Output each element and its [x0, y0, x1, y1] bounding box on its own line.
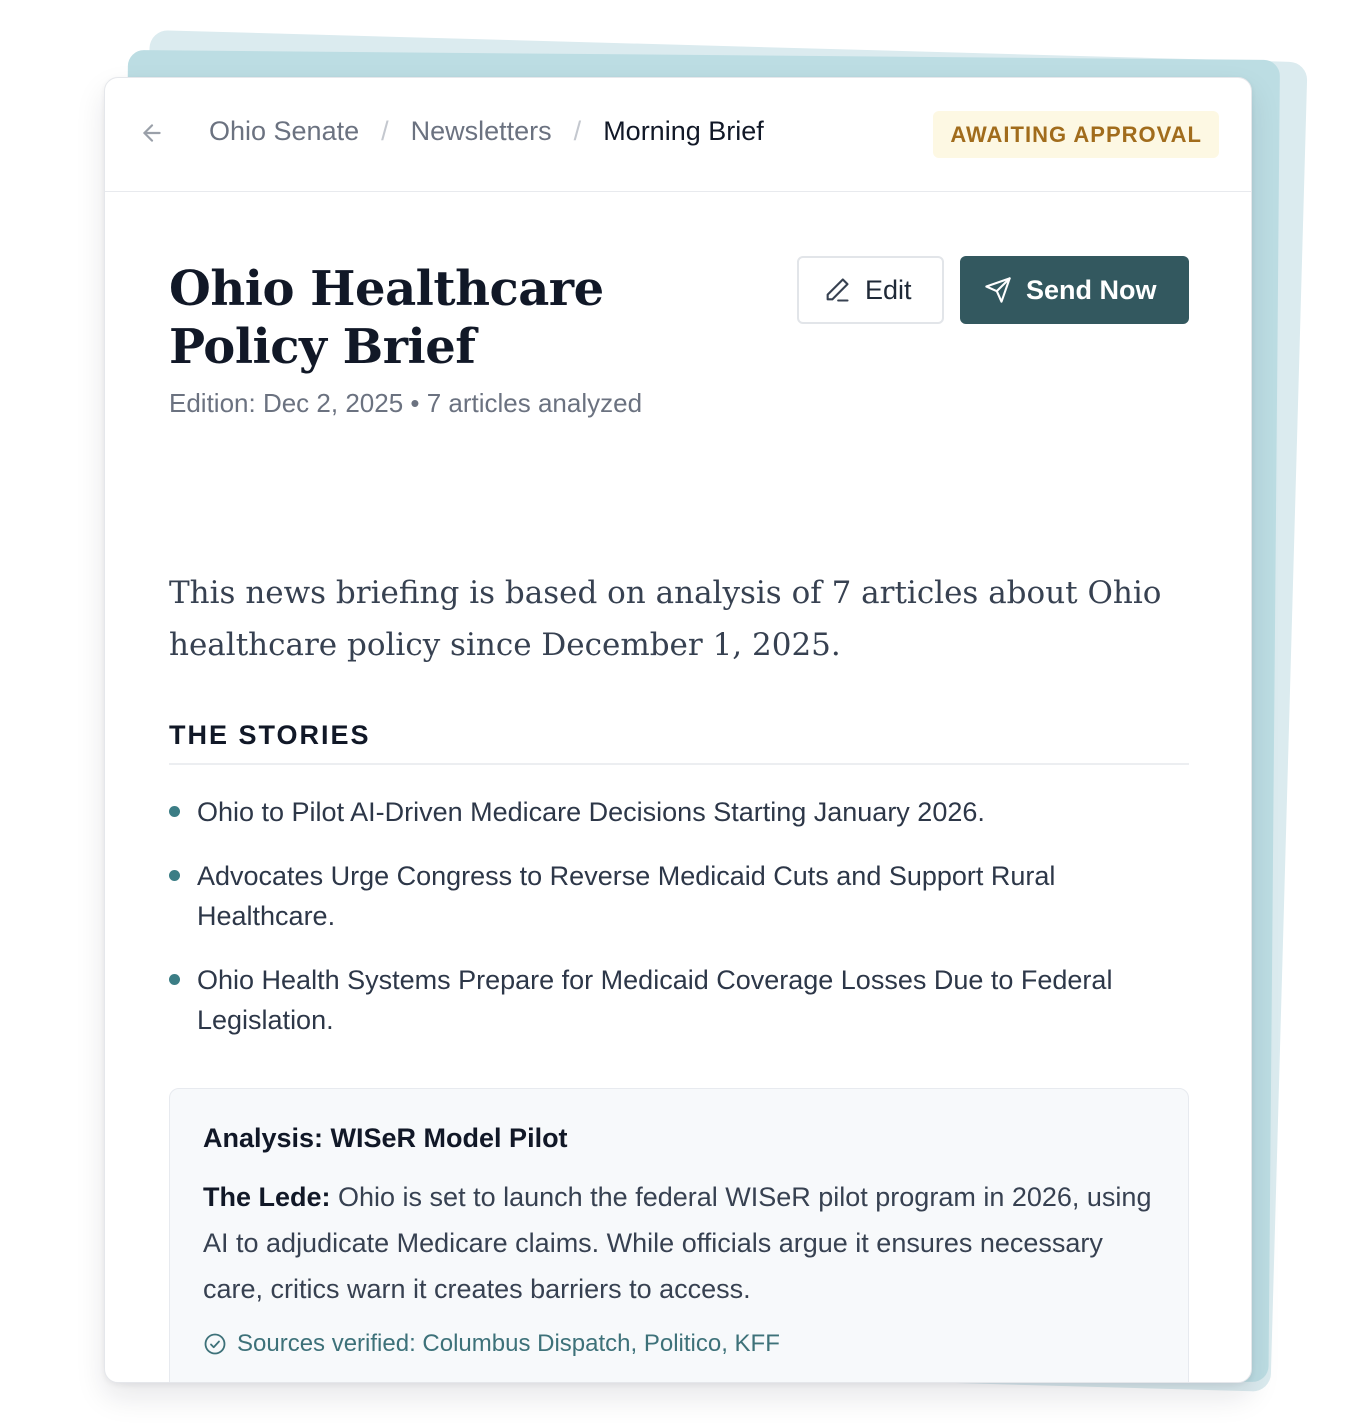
- action-buttons: [797, 256, 1189, 324]
- sources-text: Sources verified: Columbus Dispatch, Politico, KFF: [237, 1330, 780, 1357]
- newsletter-card: [104, 77, 1252, 1383]
- breadcrumb-separator: /: [381, 116, 389, 146]
- arrow-left-icon: [139, 120, 165, 146]
- analysis-title: Analysis: WISeR Model Pilot: [203, 1123, 568, 1153]
- list-item: [169, 856, 1189, 936]
- bullet-dot: [169, 870, 180, 881]
- breadcrumb-separator: /: [573, 116, 582, 146]
- status-badge: AWAITING APPROVAL: [933, 111, 1219, 158]
- edition-meta: Edition: Dec 2, 2025 • 7 articles analyzed: [169, 388, 643, 418]
- analysis-panel: [169, 1088, 1189, 1383]
- edit-button[interactable]: [797, 256, 944, 324]
- top-bar: [105, 78, 1251, 192]
- breadcrumb: [209, 116, 764, 147]
- sources-verified: [203, 1330, 1155, 1358]
- edit-button-label: Edit: [865, 274, 912, 305]
- story-text: Ohio Health Systems Prepare for Medicaid Coverage Losses Due to Federal Legislation.: [197, 965, 1113, 1035]
- intro-paragraph: This news briefing is based on analysis of 7 articles about Ohio healthcare policy since December 1, 2025.: [169, 575, 1162, 663]
- story-text: Ohio to Pilot AI-Driven Medicare Decisions Starting January 2026.: [197, 797, 985, 827]
- story-text: Advocates Urge Congress to Reverse Medicaid Cuts and Support Rural Healthcare.: [197, 861, 1056, 931]
- pencil-icon: [823, 276, 851, 304]
- breadcrumb-item-newsletters[interactable]: Newsletters: [410, 116, 552, 146]
- list-item: [169, 960, 1189, 1040]
- send-now-button[interactable]: [960, 256, 1189, 324]
- stories-list: [169, 792, 1189, 1064]
- back-button[interactable]: [137, 118, 167, 148]
- send-icon: [984, 276, 1012, 304]
- list-item: [169, 792, 1189, 832]
- breadcrumb-item-ohio-senate[interactable]: Ohio Senate: [209, 116, 360, 146]
- analysis-lede: [203, 1174, 1155, 1312]
- bullet-dot: [169, 806, 180, 817]
- bullet-dot: [169, 974, 180, 985]
- lede-label: The Lede:: [203, 1182, 331, 1212]
- check-circle-icon: [203, 1332, 227, 1356]
- stories-heading: THE STORIES: [169, 720, 1189, 765]
- page-title: Ohio Healthcare Policy Brief: [169, 261, 604, 375]
- breadcrumb-current: Morning Brief: [603, 116, 764, 146]
- send-now-button-label: Send Now: [1026, 274, 1157, 305]
- lede-text: Ohio is set to launch the federal WISeR pilot program in 2026, using AI to adjudicate Medicare claims. While officials argue it ensures necessary care, critics warn it creates barriers to access.: [203, 1182, 1152, 1304]
